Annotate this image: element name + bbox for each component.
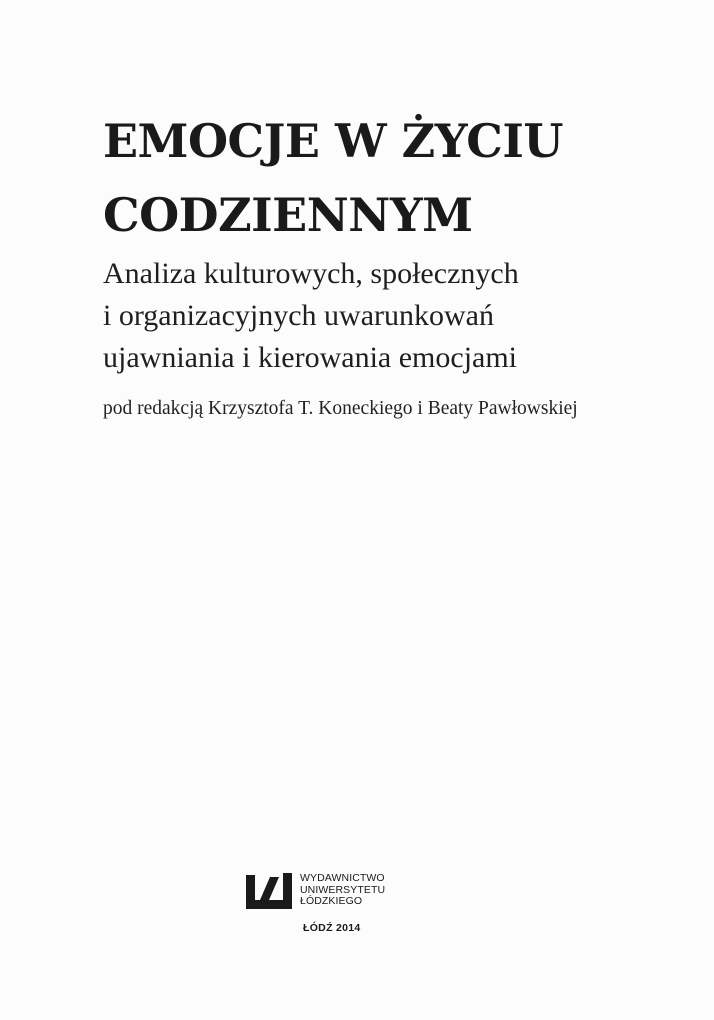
book-subtitle: [103, 253, 683, 379]
publisher-name-line-2: UNIWERSYTETU: [300, 883, 386, 896]
book-title: [103, 104, 693, 252]
uniwersytet-lodzki-logo-icon: [246, 873, 292, 909]
editors-line: pod redakcją Krzysztofa T. Koneckiego i Beaty Pawłowskiej: [103, 398, 578, 419]
publisher-name-line-1: WYDAWNICTWO: [300, 872, 385, 884]
book-subtitle-line-3: ujawniania i kierowania emocjami: [103, 341, 518, 374]
publisher-block: [246, 873, 446, 913]
book-title-line-2: CODZIENNYM: [103, 188, 473, 242]
imprint-place-year: ŁÓDŹ 2014: [303, 922, 361, 934]
publisher-name-line-3: ŁÓDZKIEGO: [300, 895, 363, 907]
book-title-line-1: EMOCJE W ŻYCIU: [103, 114, 564, 168]
book-subtitle-line-1: Analiza kulturowych, społecznych: [103, 257, 519, 290]
book-subtitle-line-2: i organizacyjnych uwarunkowań: [103, 299, 494, 332]
publisher-name: [300, 873, 385, 908]
